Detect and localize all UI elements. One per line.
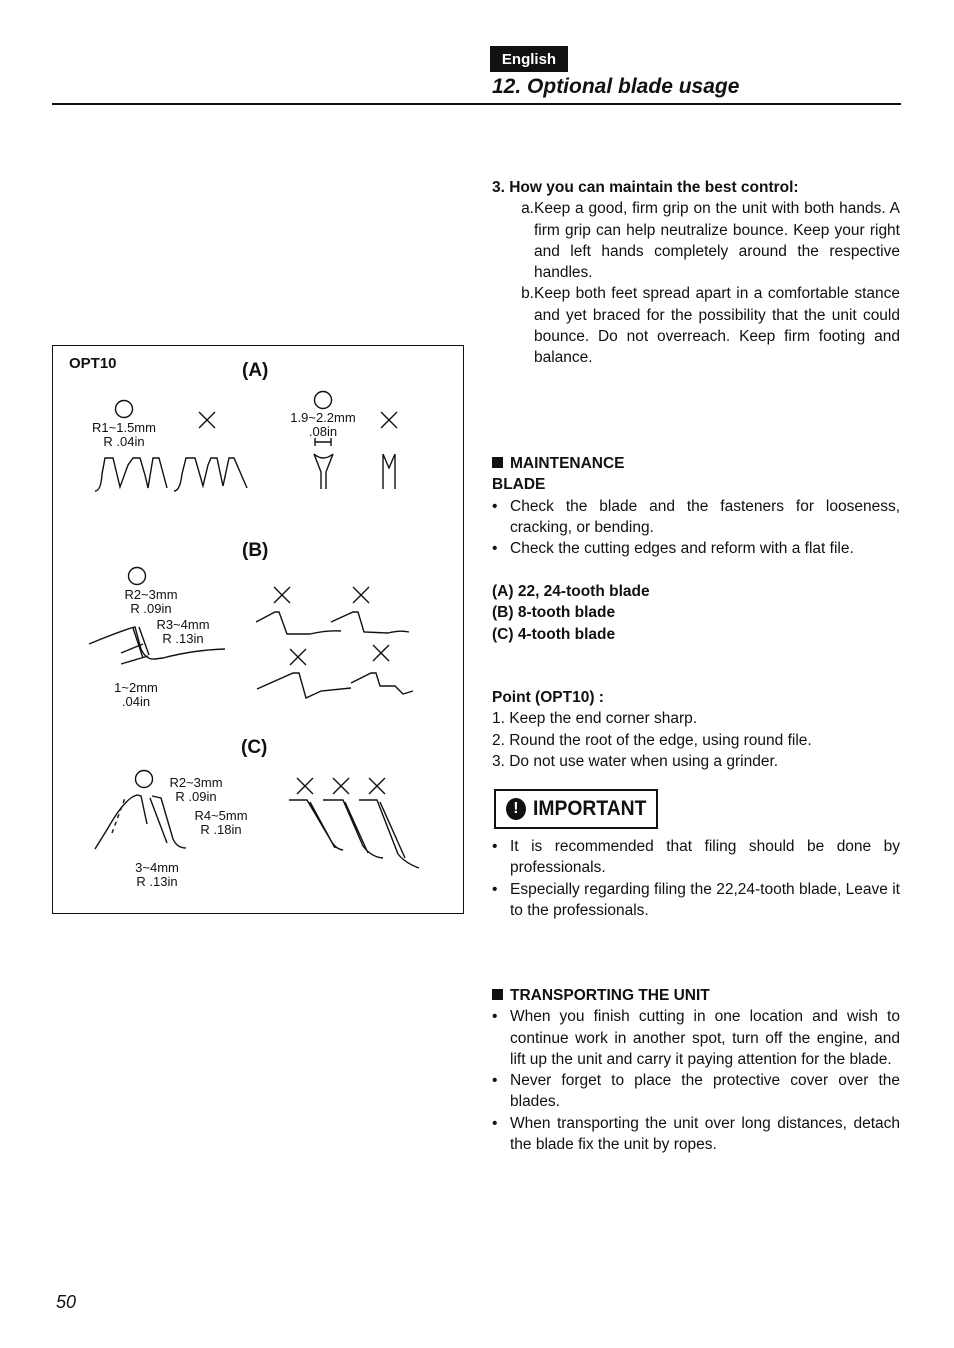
incorrect-mark-icon: [333, 778, 349, 794]
correct-mark-icon: [129, 568, 146, 585]
transport-heading: TRANSPORTING THE UNIT: [492, 985, 900, 1006]
control-item-b-label: b.: [521, 285, 534, 303]
incorrect-mark-icon: [290, 649, 306, 665]
blade-type-a: (A) 22, 24-tooth blade: [492, 583, 650, 600]
tooth-profile-correct-inner: [150, 798, 167, 843]
section-a-label: (A): [242, 360, 269, 381]
maintenance-section: [492, 453, 900, 559]
blade-filing-figure: [52, 345, 464, 914]
maintenance-bullet: • Check the blade and the fasteners for looseness, cracking, or bending.: [492, 497, 900, 536]
section-b-radius-2: R3~4mm R .13in: [156, 617, 210, 646]
tooth-profile-correct-dashed: [112, 798, 125, 833]
section-b-label: (B): [242, 540, 269, 561]
control-item-a-text: Keep a good, firm grip on the unit with both hands. A firm grip can help neutralize bounce. Keep your right and left hands completely around the respective handles.: [534, 200, 900, 282]
square-bullet-icon: [492, 457, 503, 468]
control-heading: 3. How you can maintain the best control:: [492, 179, 799, 196]
figure-code: OPT10: [69, 355, 117, 372]
section-title: 12. Optional blade usage: [492, 75, 740, 98]
tooth-profile-incorrect: [323, 800, 383, 858]
tooth-profile-incorrect: [359, 800, 419, 868]
section-a-width: 1.9~2.2mm .08in: [290, 410, 356, 439]
incorrect-mark-icon: [274, 587, 290, 603]
transport-bullet: • When transporting the unit over long distances, detach the blade fix the unit by ropes.: [492, 1114, 900, 1154]
control-section: [492, 177, 900, 369]
tooth-profile-incorrect: [351, 673, 413, 694]
important-bullet: • Especially regarding filing the 22,24-tooth blade, Leave it to the professionals.: [492, 880, 900, 919]
control-item-a: [492, 198, 900, 283]
blade-type-b: (B) 8-tooth blade: [492, 604, 616, 622]
blade-types: [492, 581, 900, 645]
section-c-label: (C): [241, 737, 268, 758]
tooth-width-correct: [314, 454, 333, 489]
width-dimension-arrow: [315, 438, 331, 446]
point-step: 3. Do not use water when using a grinder.: [492, 752, 779, 770]
important-section: [492, 836, 900, 921]
section-c-radius-3: 3~4mm R .13in: [135, 860, 179, 889]
transport-bullet: • When you finish cutting in one location and wish to continue work in another spot, turn off the engine, and lift up the unit and carry it paying attention for the blade.: [492, 1008, 900, 1068]
point-heading: Point (OPT10) :: [492, 689, 604, 706]
section-b-depth: 1~2mm .04in: [114, 680, 158, 709]
correct-mark-icon: [136, 771, 153, 788]
transport-bullet: • Never forget to place the protective cover over the blades.: [492, 1072, 900, 1111]
important-bullet: • It is recommended that filing should be done by professionals.: [492, 838, 900, 877]
tooth-profile-correct: [95, 458, 167, 491]
incorrect-mark-icon: [373, 645, 389, 661]
header-rule: [52, 103, 901, 105]
tooth-profile-incorrect: [257, 673, 351, 698]
maintenance-heading: MAINTENANCE: [492, 453, 900, 474]
incorrect-mark-icon: [381, 412, 397, 428]
tooth-profile-incorrect: [174, 458, 247, 491]
tooth-profile-incorrect: [331, 612, 409, 633]
language-badge: English: [490, 46, 568, 72]
section-b-radius-1: R2~3mm R .09in: [124, 587, 178, 616]
incorrect-mark-icon: [297, 778, 313, 794]
incorrect-mark-icon: [199, 412, 215, 428]
exclamation-icon: !: [506, 798, 526, 820]
important-label: IMPORTANT: [532, 797, 647, 820]
tooth-width-incorrect: [383, 454, 395, 489]
point-step: 1. Keep the end corner sharp.: [492, 710, 698, 728]
page-number: 50: [56, 1292, 77, 1312]
tooth-profile-incorrect: [256, 612, 341, 634]
incorrect-mark-icon: [353, 587, 369, 603]
control-item-b-text: Keep both feet spread apart in a comfortable stance and yet braced for the possibility that the unit could bounce. Do not overreach. Keep firm footing and balance.: [534, 285, 900, 367]
blade-type-c: (C) 4-tooth blade: [492, 625, 616, 643]
section-a-radius: R1~1.5mm R .04in: [92, 420, 156, 449]
control-item-a-label: a.: [521, 200, 534, 218]
point-section: [492, 687, 900, 772]
maintenance-subheading: BLADE: [492, 476, 546, 494]
section-c-radius-2: R4~5mm R .18in: [194, 808, 248, 837]
important-box: [494, 789, 658, 829]
control-item-b: [492, 283, 900, 368]
square-bullet-icon: [492, 989, 503, 1000]
maintenance-bullet: • Check the cutting edges and reform with a flat file.: [492, 540, 854, 558]
correct-mark-icon: [315, 392, 332, 409]
point-step: 2. Round the root of the edge, using round file.: [492, 731, 812, 749]
transport-section: [492, 985, 900, 1155]
incorrect-mark-icon: [369, 778, 385, 794]
correct-mark-icon: [116, 401, 133, 418]
tooth-profile-incorrect: [289, 800, 343, 850]
section-c-radius-1: R2~3mm R .09in: [169, 775, 223, 804]
